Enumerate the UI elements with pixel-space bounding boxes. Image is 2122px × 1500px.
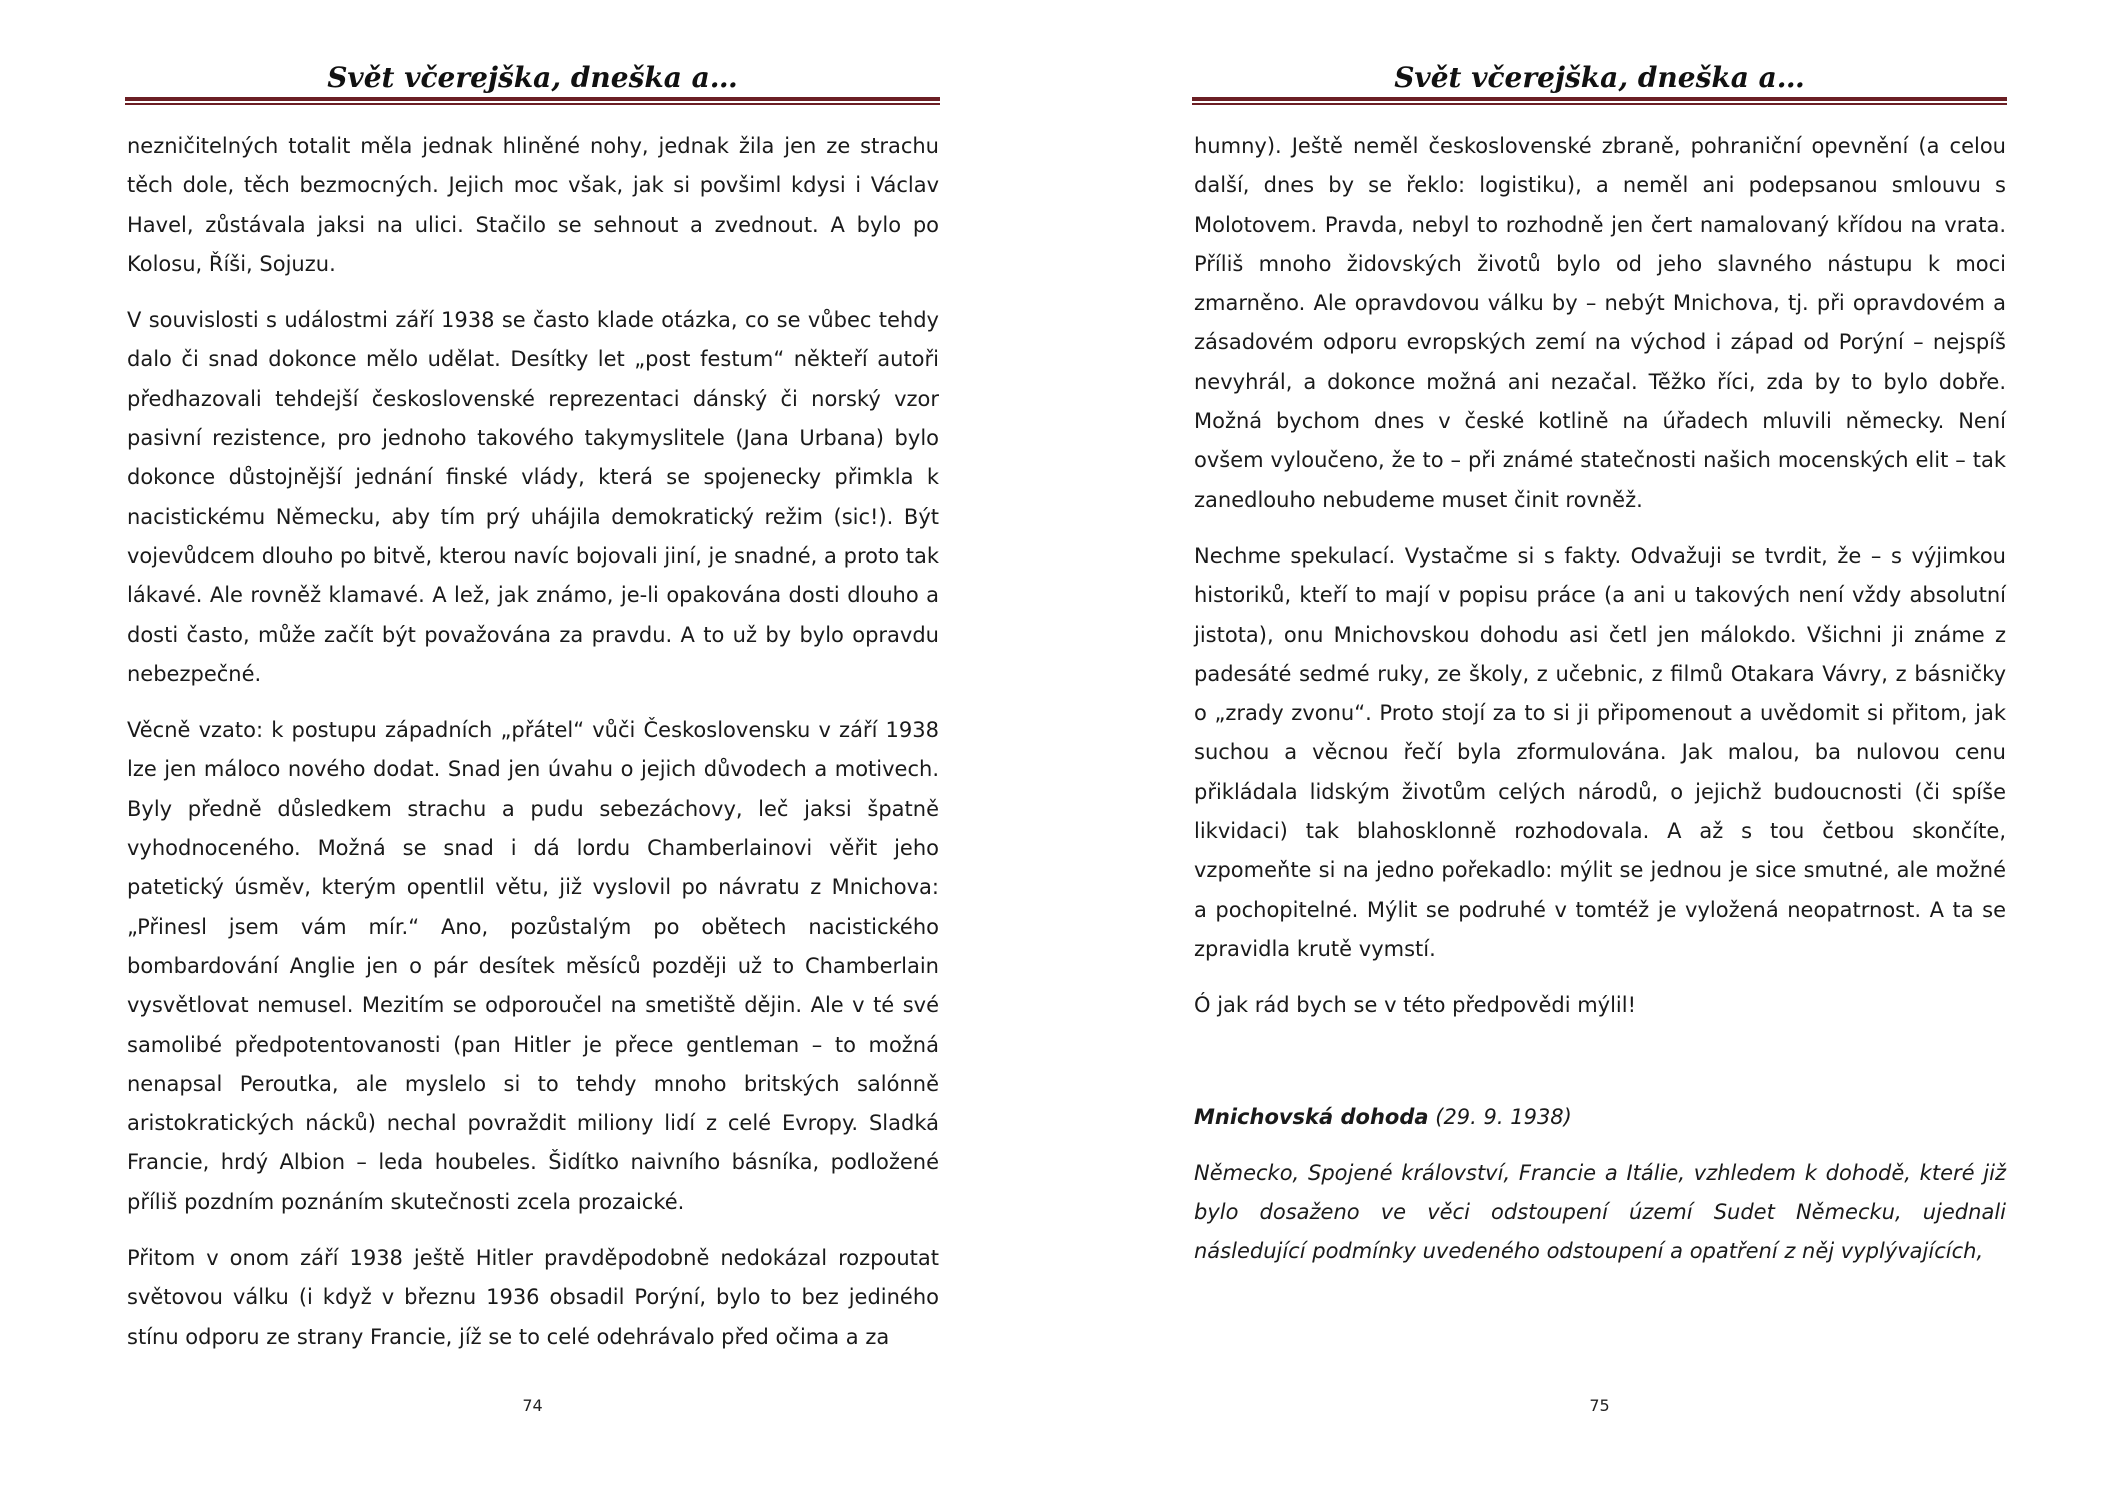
page-number: 74 [522,1396,543,1415]
left-page [125,0,940,1500]
paragraph: V souvislosti s událostmi září 1938 se často klade otázka, co se vůbec tehdy dalo či snad dokonce mělo udělat. Desítky let „post festum“ někteří autoři předhazovali tehdejší československé reprezentaci dánský či norský vzor pasivní rezistence, pro jednoho takového takymyslitele (Jana Urbana) bylo dokonce důstojnější jednání finské vlády, která se spojenecky přimkla k nacistickému Německu, aby tím prý uhájila demokratický režim (sic!). Být vojevůdcem dlouho po bitvě, kterou navíc bojovali jiní, je snadné, a proto tak lákavé. Ale rovněž klamavé. A lež, jak známo, je-li opakována dosti dlouho a dosti často, může začít být považována za pravdu. A to už by bylo opravdu nebezpečné. [127,308,939,686]
paragraph: Přitom v onom září 1938 ještě Hitler pravděpodobně nedokázal rozpoutat světovou válku (i když v březnu 1936 obsadil Porýní, bylo to bez jediného stínu odporu ze strany Francie, jíž se to celé odehrávalo před očima a za [127,1246,939,1349]
right-body-text [1194,127,2006,1289]
paragraph: humny). Ještě neměl československé zbraně, pohraniční opevnění (a celou další, dnes by se řeklo: logistiku), a neměl ani podepsanou smlouvu s Molotovem. Pravda, nebyl to rozhodně jen čert namalovaný křídou na vrata. Příliš mnoho židovských životů bylo od jeho slavného nástupu k moci zmarněno. Ale opravdovou válku by – nebýt Mnichova, tj. při opravdovém a zásadovém odporu evropských zemí na východ i západ od Porýní – nejspíš nevyhrál, a dokonce možná ani nezačal. Těžko říci, zda by to bylo dobře. Možná bychom dnes v české kotlině na úřadech mluvili německy. Není ovšem vyloučeno, že to – při známé statečnosti našich mocenských elit – tak zanedlouho nebudeme muset činit rovněž. [1194,134,2006,512]
section-title: Mnichovská dohoda [1194,1104,1429,1129]
treaty-text: Německo, Spojené království, Francie a Itálie, vzhledem k dohodě, které již bylo dosaženo ve věci odstoupení území Sudet Německu, ujednali následující podmínky uvedeného odstoupení a opatření z něj vyplývajících, [1194,1160,2006,1264]
paragraph: Věcně vzato: k postupu západních „přátel“ vůči Československu v září 1938 lze jen máloco nového dodat. Snad jen úvahu o jejich důvodech a motivech. Byly předně důsledkem strachu a pudu sebezáchovy, leč jaksi špatně vyhodnoceného. Možná se snad i dá lordu Chamberlainovi věřit jeho patetický úsměv, kterým opentlil větu, již vyslovil po návratu z Mnichova: „Přinesl jsem vám mír.“ Ano, pozůstalým po obětech nacistického bombardování Anglie jen o pár desítek měsíců později už to Chamberlain vysvětlovat nemusel. Mezitím se odporoučel na smetiště dějin. Ale v té své samolibé předpotentovanosti (pan Hitler je přece gentleman – to možná nenapsal Peroutka, ale myslelo si to tehdy mnoho britských salónně aristokratických nácků) nechal povraždit miliony lidí z celé Evropy. Sladká Francie, hrdý Albion – leda houbeles. Šidítko naivního básníka, podložené příliš pozdním poznáním skutečnosti zcela prozaické. [127,718,939,1214]
section-date: (29. 9. 1938) [1435,1104,1572,1129]
section-heading [1194,1098,2006,1137]
header-rule-thick [125,97,940,101]
running-header: Svět včerejška, dneška a… [1394,61,1805,94]
right-page [1192,0,2007,1500]
header-rule-thin [125,103,940,105]
header-rule-thick [1192,97,2007,101]
paragraph: Nechme spekulací. Vystačme si s fakty. Odvažuji se tvrdit, že – s výjimkou historiků, kteří to mají v popisu práce (a ani u takových není vždy absolutní jistota), onu Mnichovskou dohodu asi četl jen málokdo. Všichni ji známe z padesáté sedmé ruky, ze školy, z učebnic, z filmů Otakara Vávry, z básničky o „zrady zvonu“. Proto stojí za to si ji připomenout a uvědomit si přitom, jak suchou a věcnou řečí byla zformulována. Jak malou, ba nulovou cenu přikládala lidským životům celých národů, o jejichž budoucnosti (či spíše likvidaci) tak blahosklonně rozhodovala. A až s tou četbou skončíte, vzpomeňte si na jedno pořekadlo: mýlit se jednou je sice smutné, ale možné a pochopitelné. Mýlit se podruhé v tomtéž je vyložená neopatrnost. A ta se zpravidla krutě vymstí. [1194,543,2006,961]
running-header: Svět včerejška, dneška a… [327,61,738,94]
paragraph: Ó jak rád bych se v této předpovědi mýlil! [1194,993,1637,1018]
paragraph: nezničitelných totalit měla jednak hliněné nohy, jednak žila jen ze strachu těch dole, těch bezmocných. Jejich moc však, jak si povšiml kdysi i Václav Havel, zůstávala jaksi na ulici. Stačilo se sehnout a zvednout. A bylo po Kolosu, Říši, Sojuzu. [127,134,939,276]
page-number: 75 [1589,1396,1610,1415]
header-rule-thin [1192,103,2007,105]
left-body-text [127,127,939,1374]
